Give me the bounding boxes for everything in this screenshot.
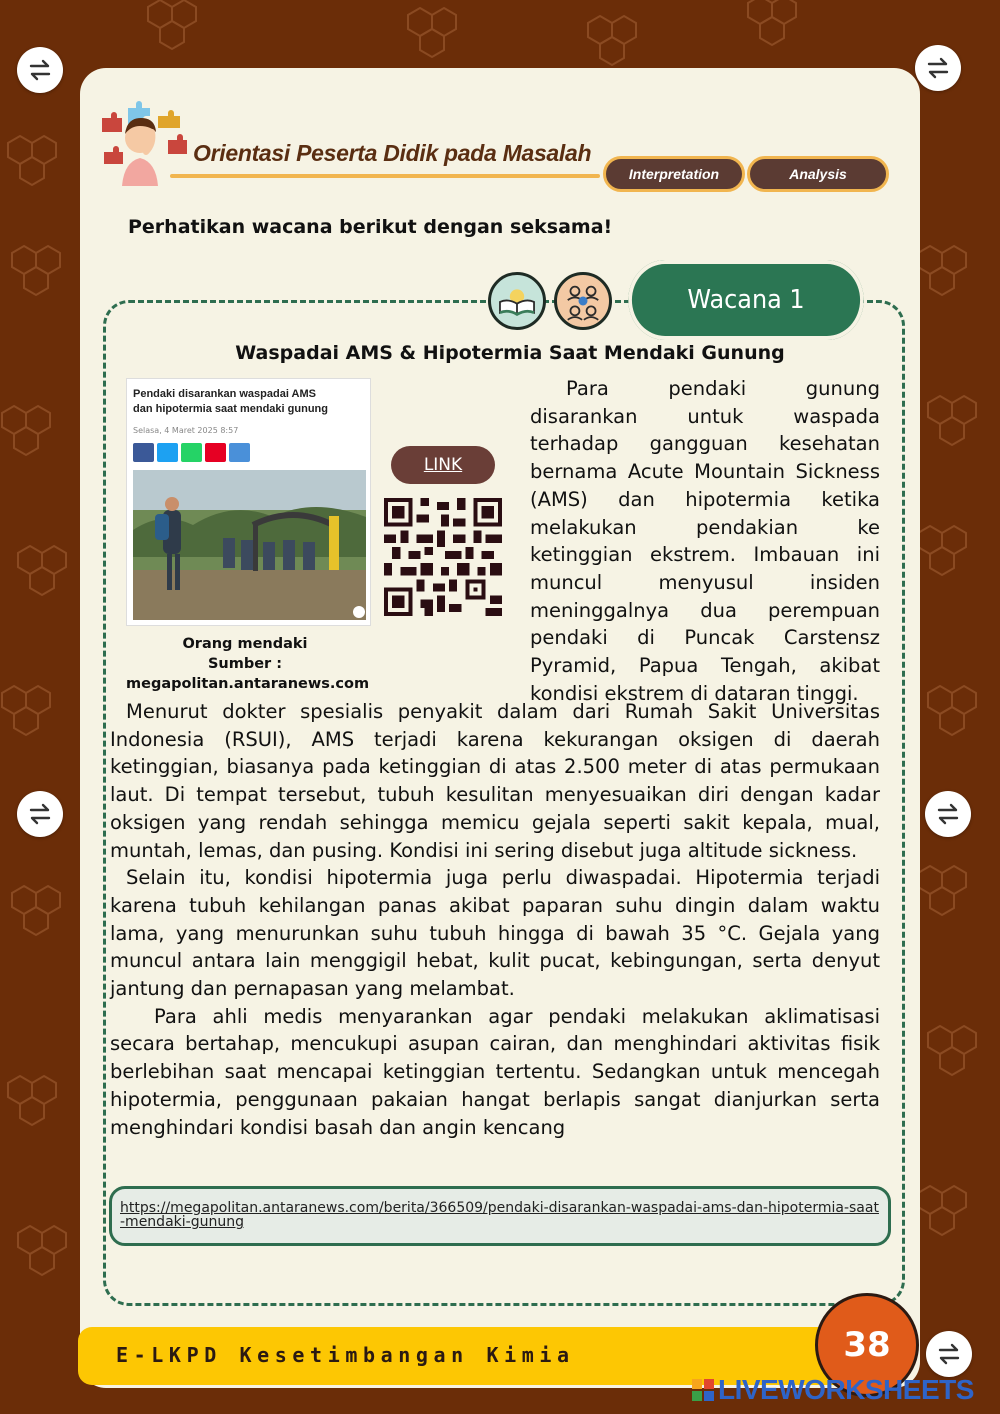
share-buttons bbox=[133, 443, 250, 462]
email-icon bbox=[229, 443, 250, 462]
article-intro: Para pendaki gunung disarankan untuk waspada terhadap gangguan kesehatan bernama Acute Mountain Sickness (AMS) dan hipotermia ketika melakukan pendakian ke ketinggian ekstrem. Imbauan ini muncul menyusul insiden meninggalnya dua perempuan pendaki di Puncak Carstensz Pyramid, Papua Tengah, akibat kondisi ekstrem di dataran tinggi. bbox=[530, 377, 880, 705]
liveworksheets-wordmark: LIVEWORKSHEETS bbox=[718, 1374, 974, 1405]
article-body bbox=[110, 698, 880, 1141]
whatsapp-icon bbox=[181, 443, 202, 462]
swap-arrows-icon bbox=[935, 801, 961, 827]
liveworksheets-mark-icon bbox=[692, 1379, 714, 1401]
caption-line-1: Orang mendaki bbox=[182, 636, 308, 652]
tag-analysis: Analysis bbox=[747, 156, 889, 192]
swap-arrows-icon bbox=[936, 1341, 962, 1367]
swap-arrows-icon bbox=[27, 801, 53, 827]
instruction-text: Perhatikan wacana berikut dengan seksama! bbox=[128, 216, 613, 238]
swap-button-bottom-right[interactable] bbox=[926, 1331, 972, 1377]
pinterest-icon bbox=[205, 443, 226, 462]
swap-button-mid-right[interactable] bbox=[925, 791, 971, 837]
group-discussion-icon bbox=[557, 275, 609, 327]
tag-interpretation: Interpretation bbox=[603, 156, 745, 192]
footer-title: E-LKPD Kesetimbangan Kimia bbox=[116, 1343, 575, 1367]
wacana-badge: Wacana 1 bbox=[628, 260, 864, 340]
source-link[interactable]: https://megapolitan.antaranews.com/berita/366509/pendaki-disarankan-waspadai-ams-dan-hipotermia-saat-mendaki-gunung bbox=[120, 1200, 879, 1230]
article-title: Waspadai AMS & Hipotermia Saat Mendaki Gunung bbox=[235, 342, 785, 364]
paragraph-2: Selain itu, kondisi hipotermia juga perlu diwaspadai. Hipotermia terjadi karena tubuh kehilangan panas akibat paparan suhu dingin dalam waktu lama, yang menurunkan suhu tubuh hingga di bawah 35 °C. Gejala yang muncul antara lain menggigil hebat, kulit pucat, kebingungan, serta denyut jantung dan pernapasan yang melambat. bbox=[110, 866, 880, 1001]
qr-code[interactable] bbox=[384, 498, 502, 616]
news-headline: Pendaki disarankan waspadai AMS dan hipotermia saat mendaki gunung bbox=[133, 388, 328, 415]
page-number: 38 bbox=[815, 1293, 919, 1397]
book-icon-circle bbox=[488, 272, 546, 330]
news-date: Selasa, 4 Maret 2025 8:57 bbox=[133, 426, 239, 435]
book-icon bbox=[491, 275, 543, 327]
news-screenshot bbox=[126, 378, 371, 626]
swap-arrows-icon bbox=[27, 57, 53, 83]
paragraph-3: Para ahli medis menyarankan agar pendaki melakukan aklimatisasi secara bertahap, mencukupi asupan cairan, dan menghindari aktivitas fisik berlebihan saat mencapai ketinggian tertentu. Sedangkan untuk mencegah hipotermia, penggunaan pakaian hangat berlapis sangat dianjurkan serta menghindari kondisi basah dan angin kencang bbox=[110, 1004, 880, 1139]
section-title: Orientasi Peserta Didik pada Masalah bbox=[193, 140, 592, 166]
hikers-photo bbox=[133, 470, 366, 620]
facebook-icon bbox=[133, 443, 154, 462]
twitter-icon bbox=[157, 443, 178, 462]
source-link-box bbox=[109, 1186, 891, 1246]
caption-line-2: Sumber : bbox=[207, 656, 283, 672]
header-underline bbox=[170, 174, 600, 178]
swap-button-mid-left[interactable] bbox=[17, 791, 63, 837]
swap-button-top-right[interactable] bbox=[915, 45, 961, 91]
swap-arrows-icon bbox=[925, 55, 951, 81]
link-button[interactable]: LINK bbox=[391, 446, 495, 484]
photo-caption bbox=[126, 634, 370, 694]
caption-line-3: megapolitan.antaranews.com bbox=[126, 676, 370, 692]
swap-button-top-left[interactable] bbox=[17, 47, 63, 93]
liveworksheets-logo bbox=[692, 1374, 974, 1406]
paragraph-1: Menurut dokter spesialis penyakit dalam dari Rumah Sakit Universitas Indonesia (RSUI), AMS terjadi karena kekurangan oksigen di daerah ketinggian, biasanya pada ketinggian di atas 2.500 meter di atas permukaan laut. Di tempat tersebut, tubuh kesulitan menyesuaikan diri dengan kadar oksigen yang rendah sehingga memicu gejala seperti sakit kepala, mual, muntah, lemas, dan pusing. Kondisi ini sering disebut juga altitude sickness. bbox=[110, 700, 880, 862]
group-discussion-icon-circle bbox=[554, 272, 612, 330]
